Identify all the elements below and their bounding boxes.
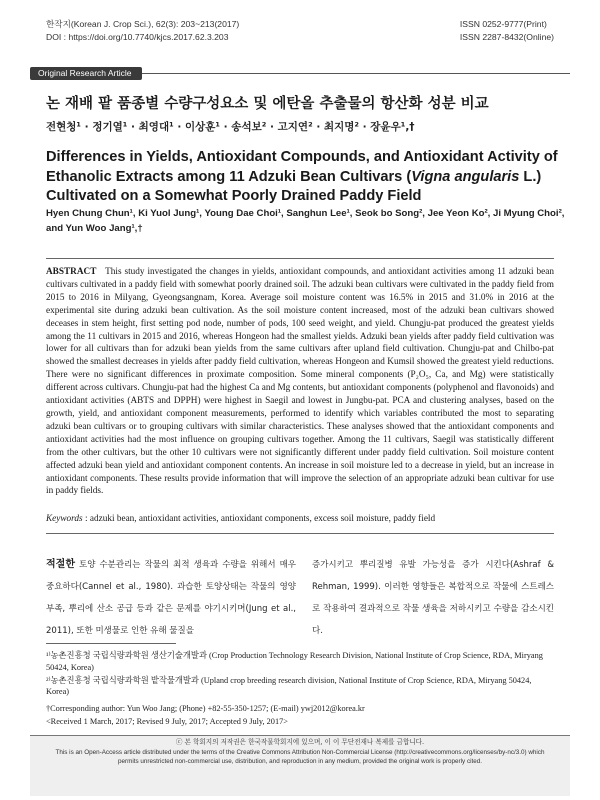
english-title <box>46 148 566 207</box>
abstract <box>46 266 554 498</box>
corresponding-author: †Corresponding author: Yun Woo Jang; (Phone) +82-55-350-1257; (E-mail) ywj2012@korea.kr <box>46 704 365 714</box>
affiliation-1: ¹⁾농촌진흥청 국립식량과학원 생산기술개발과 (Crop Production Technology Research Division, National Institute of Crop Science, RDA, Miryang 50424, Korea) <box>46 651 543 672</box>
doi-link[interactable]: DOI : https://doi.org/10.7740/kjcs.2017.62.3.203 <box>46 32 229 42</box>
keywords <box>46 513 554 526</box>
english-title-part1: Differences in Yields, Antioxidant Compounds, and Antioxidant Activity of Ethanolic Extracts among 11 Adzuki Bean Cultivars ( <box>46 149 558 185</box>
abstract-rule-top <box>46 258 554 259</box>
body-left-text: 토양 수분관리는 작물의 최적 생육과 수량을 위해서 매우 중요하다(Cannel et al., 1980). 과습한 토양상태는 작물의 영양 부족, 뿌리에 산소 공급 등과 같은 문제를 야기시키며(Jung et al., 2011), 또한 미생물로 인한 유해 물질을 <box>46 560 296 636</box>
english-title-part2: L.) Cultivated on a Somewhat Poorly Drained Paddy Field <box>46 168 542 204</box>
keywords-label: Keywords <box>46 514 83 524</box>
body-column-left <box>46 554 296 642</box>
issn-block <box>460 18 554 44</box>
license-footer <box>30 736 570 796</box>
affiliation-2: ²⁾농촌진흥청 국립식량과학원 밭작물개발과 (Upland crop breeding research division, National Institute of Crop Science, RDA, Miryang 50424, Korea) <box>46 675 532 697</box>
body-column-right: 증가시키고 뿌리질병 유발 가능성을 증가 시킨다(Ashraf & Rehman, 1999). 이러한 영향들은 복합적으로 작물에 스트레스로 작용하여 결과적으로 작물 생육을 저하시키고 수량을 감소시킨다. <box>312 560 554 636</box>
body-lead-word: 적절한 <box>46 559 75 570</box>
abstract-label: ABSTRACT <box>46 267 97 277</box>
received-dates: <Received 1 March, 2017; Revised 9 July, 2017; Accepted 9 July, 2017> <box>46 716 288 726</box>
footnotes <box>46 650 554 729</box>
issn-online: ISSN 2287-8432(Online) <box>459 32 554 42</box>
article-type-badge: Original Research Article <box>30 67 142 80</box>
journal-citation: 한작지(Korean J. Crop Sci.), 62(3): 203~213(2017) <box>46 19 240 29</box>
footnote-rule <box>46 643 176 644</box>
abstract-text: This study investigated the changes in yields, antioxidant compounds, and antioxidant activities among 11 adzuki bean cultivars cultivated in a paddy field with somewhat poorly drained soil. The adzuki bean cultivars were cultivated in the paddy field from 2015 to 2016 in Milyang, Gyeongsangnam, Korea. Average soil moisture content was 16.5% in 2015 and 31.0% in 2016 at the experimental site during adzuki bean cultivation. As the soil moisture content increased, most of the adzuki bean cultivars showed deceases in stem height, first setting pod node, number of pods, 100 seed weight, and yield. Chungju-pat produced the greatest yields among the 11 cultivars in 2015 and 2016, whereas Hongeon had the smallest yields. Adzuki bean yields after paddy field cultivation was lower for all cultivars than for adzuki bean yields from the same cultivars after upland field cultivation. Chungju-pat and Chilbo-pat showed the smallest decreases in yields after paddy field cultivation, whereas Hongeon and Kumsil showed the greatest yield reductions. There were no significant differences in proximate composition. Some mineral components (P₂O₅, Ca, and Mg) were statistically different across cultivars. Chungju-pat had the highest Ca and Mg contents, but antioxidant components (polyphenol and flavonoids) and antioxidant activities (ABTS and DPPH) were highest in Saegil and lowest in Jungbu-pat. PCA and clustering analyses, based on the growth, yield, and antioxidant component measurements, performed to identify which variables contributed the most to separating adzuki bean cultivars or to grouping cultivars with similar characteristics. These analyses showed that the antioxidant components and antioxidant activities had the most influence on grouping cultivars together. Among the 11 cultivars, Saegil was statistically different from the other cultivars, but the other 10 cultivars were not significantly different under paddy field cultivation. Soil moisture content affected adzuki bean yield and antioxidant component contents. An increase in soil moisture led to a decrease in yield, but an increase in antioxidant components. These results provide information that will improve the selection of an appropriate adzuki bean cultivar for use in paddy fields. <box>46 267 554 497</box>
license-text: This is an Open-Access article distributed under the terms of the Creative Commons Attribution Non-Commercial License (http://creativecommons.org/licenses/by-nc/3.0) which permits unrestricted non-commercial use, distribution, and reproduction in any medium, provided the original work is properly cited. <box>55 748 545 765</box>
copyright-notice: ⓒ 본 학회지의 저작권은 한국작물학회지에 있으며, 이 이 무단전재나 복제를 금합니다. <box>175 738 425 746</box>
journal-header <box>46 18 239 44</box>
korean-title: 논 재배 팥 품종별 수량구성요소 및 에탄올 추출물의 항산화 성분 비교 <box>46 96 489 112</box>
keywords-text: : adzuki bean, antioxidant activities, antioxidant components, excess soil moisture, paddy field <box>82 514 436 524</box>
abstract-rule-bottom <box>46 533 554 534</box>
issn-print: ISSN 0252-9777(Print) <box>459 19 547 29</box>
korean-authors: 전현청¹ · 정기열¹ · 최영대¹ · 이상훈¹ · 송석보² · 고지연² · 최지명² · 장윤우¹,† <box>46 121 415 133</box>
english-authors: Hyen Chung Chun¹, Ki Yuol Jung¹, Young Dae Choi¹, Sanghun Lee¹, Seok bo Song², Jee Yeon Ko², Ji Myung Choi², and Yun Woo Jang¹,† <box>46 208 565 234</box>
species-name: Vigna angularis <box>411 168 520 185</box>
